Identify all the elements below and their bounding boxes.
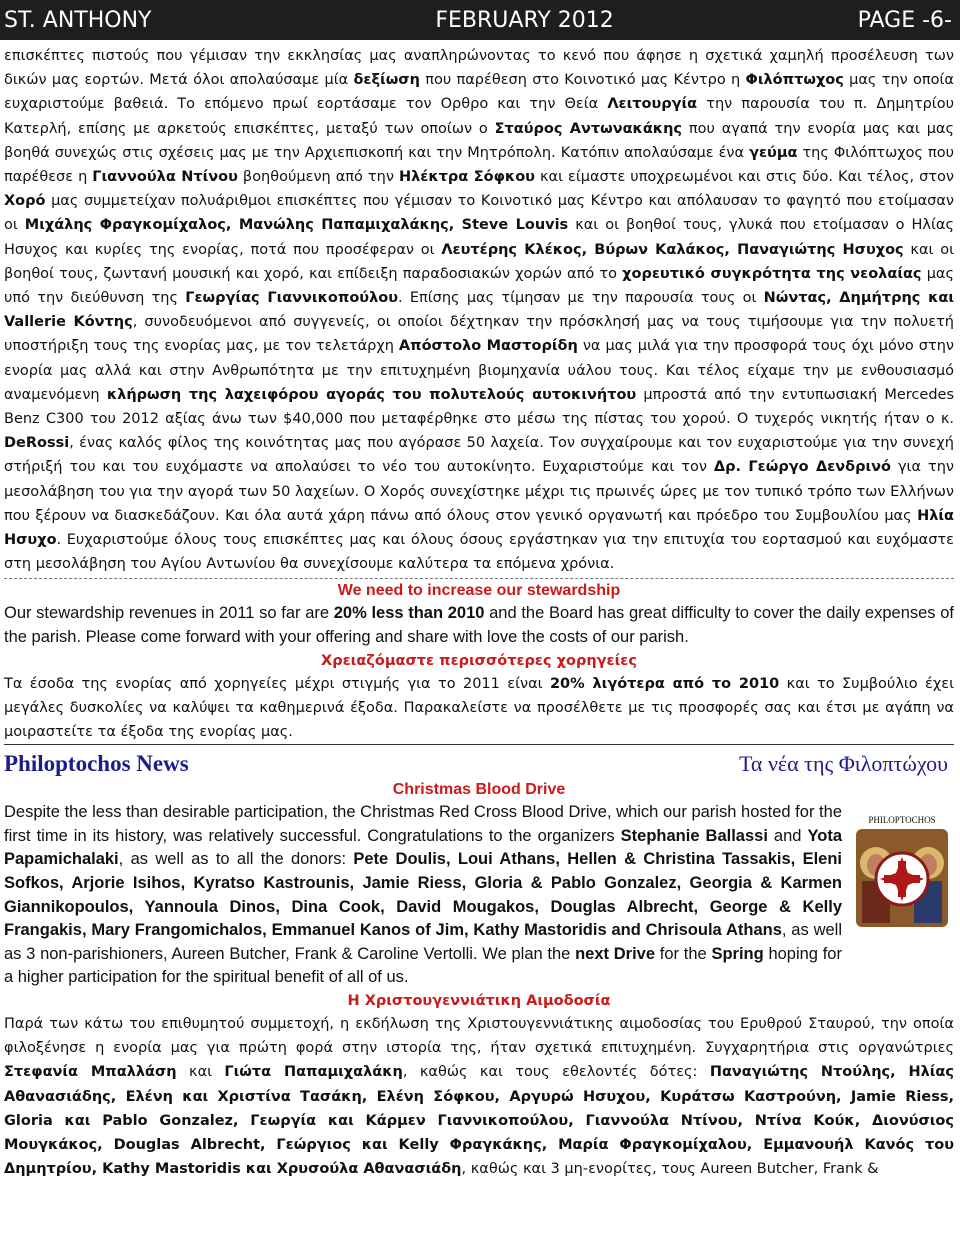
text-run: , συνοδευόμενοι από συγγενείς, οι οποίοι δέχτηκαν την πρόσκλησή μας να τους τιμήσουμε για την πολυετή υποστήριξη τους της ενορίας μας, με τον τελετάρχη	[4, 314, 954, 355]
text-run: της Φιλόπτωχος που παρέθεσε η	[4, 144, 954, 186]
bold-text-run: Νώντας, Δημήτρης και Vallerie Κόντης	[4, 290, 954, 331]
text-run: βοηθούμενη από την	[237, 169, 399, 186]
section-divider	[4, 578, 954, 579]
bold-text-run: κλήρωση της λαχειφόρου αγοράς του πολυτελούς αυτοκινήτου	[106, 386, 637, 403]
bold-text-run: Γιαννούλα Ντίνου	[92, 169, 238, 186]
bold-text-run: Stephanie Ballassi	[620, 826, 768, 845]
bold-text-run: Λειτουργία	[607, 96, 698, 113]
text-run: hoping for a higher participation for the spiritual benefit of all of us.	[4, 944, 842, 987]
blood-drive-en-title: Christmas Blood Drive	[392, 781, 566, 799]
text-run: που αγαπά την ενορία μας και μας βοηθά συνεχώς στις σχέσεις μας με την Αρχιεπισκοπή και την Μητρόπολη. Κατόπιν απολαύσαμε ένα	[4, 120, 954, 161]
bold-text-run: Pete Doulis, Loui Athans, Hellen & Christina Tassakis, Eleni Sofkos, Arjorie Isihos, Kyratso Kastrounis, Jamie Riess, Gloria & Pablo Gonzalez, Georgia & Karmen Giannikopoulos, Yannoula Dinos, Dina Cook, David Mougakos, Douglas Albrecht, George & Kelly Frangakis, Mary Frangomichalos, Emmanuel Kanos of Jim, Kathy Mastoridis and Chrisoula Athans	[4, 850, 843, 940]
text-run: Our stewardship revenues in 2011 so far are	[4, 604, 334, 623]
philoptochos-logo	[850, 801, 954, 936]
text-run: επισκέπτες πιστούς που γέμισαν την εκκλησίας μας αναπληρώνοντας το κενό που άφησε η σχετικά χαμηλή προσέλευση των δικών μας εορτών. Μετά όλοι απολαύσαμε μία	[4, 48, 954, 89]
bold-text-run: Yota Papamichalaki	[4, 826, 843, 869]
text-run: and the Board has great difficulty to cover the daily expenses of the parish. Please come forward with your offering and share with love the costs of our parish.	[4, 604, 954, 647]
section-rule	[4, 744, 954, 745]
philoptochos-news-en: Philoptochos News	[4, 751, 189, 777]
page-content	[0, 40, 960, 1181]
text-run: . Ευχαριστούμε όλους τους επισκέπτες μας και όλους όσους εργάστηκαν για την επιτυχία του εορτασμού και ευχόμαστε στη μεσολάβηση του Αγίου Αντωνίου θα συνεχίσουμε καλύτερα τα επόμενα χρόνια.	[4, 532, 954, 573]
bold-text-run: 20% λιγότερα από το 2010	[549, 675, 780, 692]
bold-text-run: Παναγιώτης Ντούλης, Ηλίας Αθανασιάδης, Ελένη και Χριστίνα Τασάκη, Ελένη Σόφκου, Αργυρώ Ησυχου, Κυράτσω Καστρούνη, Jamie Riess, Gloria και Pablo Gonzalez, Γεωργία και Κάρμεν Γιαννικοπούλου, Γιαννούλα Ντίνου, Ντίνα Κούκ, Διονύσιος Μουγκάκος, Douglas Albrecht, Γεώργιος και Kelly Φραγκάκης, Μαρία Φραγκομίχαλου, Εμμανουήλ Κανός του Δημητρίου, Kathy Mastoridis και Χρυσούλα Αθανασιάδη	[4, 1064, 954, 1178]
text-run: μπροστά από την εντυπωσιακή Mercedes Benz C300 του 2012 αξίας άνω των $40,000 που μεταφέρθηκε στο μέσω της πίστας του χορού. Ο τυχερός νικητής ήταν ο κ.	[4, 386, 955, 428]
text-run: , καθώς και τους εθελοντές δότες:	[402, 1064, 710, 1081]
blood-drive-gr-title: Η Χριστουγεννιάτικη Αιμοδοσία	[347, 993, 611, 1010]
text-run: μας υπό την διεύθυνση της	[4, 265, 954, 307]
bold-text-run: Γεωργίας Γιαννικοπούλου	[185, 290, 398, 307]
text-run: , καθώς και 3 μη-ενορίτες, τους Aureen Butcher, Frank &	[461, 1161, 879, 1178]
text-run: Παρά των κάτω του επιθυμητού συμμετοχή, η εκδήλωση της Χριστουγεννιάτικης αιμοδοσίας του Ερυθρού Σταυρού, την οποία φιλοξένησε η ενορία μας για πρώτη φορά στην ιστορία της, ήταν σχετικά επιτυχημένη. Συγχαρητήρια στις οργανώτριες	[4, 1016, 954, 1057]
issue-date: FEBRUARY 2012	[435, 7, 614, 33]
text-run: και το Συμβούλιο έχει μεγάλες δυσκολίες να καλύψει τα καθημερινά έξοδα. Παρακαλείστε να προσέλθετε με τις προσφορές σας και έτσι με αγάπη να μοιραστείτε τα έξοδα της ενορίας μας.	[4, 675, 955, 741]
philoptochos-news-gr: Τα νέα της Φιλοπτώχου	[739, 751, 948, 777]
philoptochos-emblem-icon	[850, 813, 954, 931]
text-run: , ένας καλός φίλος της κοινότητας μας που αγόρασε 50 λαχεία. Τον συγχαίρουμε και τον ευχαριστούμε για την συνεχή στήριξή του και του ευχόμαστε να απολαύσει το νέο του αυτοκίνητο. Ευχαριστούμε και τον	[4, 435, 954, 476]
blood-drive-en-section	[4, 801, 954, 990]
stewardship-gr-title: Χρειαζόμαστε περισσότερες χορηγείες	[321, 652, 637, 669]
bold-text-run: next Drive	[575, 944, 656, 963]
bold-text-run: Φιλόπτωχος	[745, 72, 844, 89]
text-run: την παρουσία του π. Δημητρίου Κατερλή, επίσης με αρκετούς επισκέπτες, μεταξύ των οποίων ο	[4, 96, 954, 137]
text-run: και	[176, 1064, 225, 1081]
philoptochos-heading	[4, 749, 954, 779]
text-run: Τα έσοδα της ενορίας από χορηγείες μέχρι στιγμής για το 2011 είναι	[4, 675, 550, 692]
text-run: , as well as 3 non-parishioners, Aureen Butcher, Frank & Caroline Vertolli. We plan the	[4, 921, 842, 963]
bold-text-run: 20% less than 2010	[333, 604, 485, 623]
text-run: for the	[655, 944, 712, 963]
text-run: μας συμμετείχαν πολυάριθμοι επισκέπτες που γέμισαν το Κοινοτικό μας Κέντρο και απόλαυσαν το φαγητό που ετοίμασαν οι	[4, 193, 954, 234]
text-run: , as well as to all the donors:	[118, 850, 354, 869]
bold-text-run: δεξίωση	[353, 72, 420, 89]
stewardship-en-body	[4, 602, 954, 649]
svg-text:PHILOPTOCHOS: PHILOPTOCHOS	[868, 815, 936, 826]
intro-paragraph	[4, 44, 954, 576]
text-run: να μας μιλά για την προσφορά τους όχι μόνο στην ενορία μας αλλά και στην Ανθρωπότητα με την επιτυχημένη βιομηχανία υάλου τους. Και τέλος είχαμε την με ενθουσιασμό αναμενόμενη	[4, 338, 954, 403]
bold-text-run: Spring	[711, 944, 764, 963]
blood-drive-en-body	[4, 801, 842, 990]
bold-text-run: DeRossi	[4, 435, 70, 452]
bold-text-run: Γιώτα Παπαμιχαλάκη	[224, 1064, 403, 1081]
bold-text-run: Λευτέρης Κλέκος, Βύρων Καλάκος, Παναγιώτης Ησυχος	[441, 241, 904, 258]
bold-text-run: Μιχάλης Φραγκομίχαλος, Μανώλης Παπαμιχαλάκης, Steve Louvis	[24, 217, 569, 234]
text-run: μας την οποία ευχαριστούμε βαθειά. Το επόμενο πρωί εορτάσαμε τον Ορθρο και την Θεία	[4, 72, 954, 113]
bold-text-run: Σταύρος Αντωνακάκης	[494, 120, 683, 137]
text-run: . Επίσης μας τίμησαν με την παρουσία τους οι	[398, 290, 764, 307]
text-run: και είμαστε υποχρεωμένοι και στις δύο. Και τέλος, στον	[534, 169, 954, 186]
bold-text-run: Ηλία Ησυχο	[4, 507, 954, 549]
bold-text-run: Ηλέκτρα Σόφκου	[398, 169, 535, 186]
text-run: που παρέθεση στο Κοινοτικό μας Κέντρο η	[419, 72, 746, 89]
newsletter-name: ST. ANTHONY	[4, 7, 152, 33]
stewardship-en-title: We need to increase our stewardship	[337, 582, 621, 600]
bold-text-run: Χορό	[4, 193, 46, 210]
text-run: για την μεσολάβηση του για την αγορά των 50 λαχείων. Ο Χορός συνεχίστηκε μέχρι τις πρωινές ώρες με τον τυπικό τρόπο των Ελλήνων που ξέρουν να διασκεδάζουν. Και όλα αυτά χάρη πάνω από όλους στον γενικό οργανωτή και πρόεδρο του Συμβουλίου μας	[4, 459, 955, 524]
bold-text-run: Στεφανία Μπαλλάση	[4, 1064, 177, 1081]
stewardship-gr-body	[4, 672, 954, 745]
blood-drive-gr-body	[4, 1012, 954, 1181]
page-number: PAGE -6-	[857, 7, 952, 33]
bold-text-run: γεύμα	[749, 144, 798, 161]
text-run: και οι βοηθοί τους, ζωντανή μουσική και χορό, και επίδειξη παραδοσιακών χορών από το	[4, 241, 954, 282]
bold-text-run: Δρ. Γεώργο Δενδρινό	[713, 459, 891, 476]
page-header	[0, 0, 960, 40]
text-run: Despite the less than desirable participation, the Christmas Red Cross Blood Drive, which our parish hosted for the first time in its history, was relatively successful. Congratulations to the organizers	[4, 803, 842, 845]
bold-text-run: Απόστολο Μαστορίδη	[398, 338, 578, 355]
text-run: και οι βοηθοί τους, γλυκά που ετοίμασαν ο Ηλίας Ησυχος και κυρίες της ενορίας, ποτά που προσέφεραν οι	[4, 217, 954, 258]
text-run: and	[767, 826, 808, 845]
bold-text-run: χορευτικό συγκρότητα της νεολαίας	[622, 265, 922, 282]
